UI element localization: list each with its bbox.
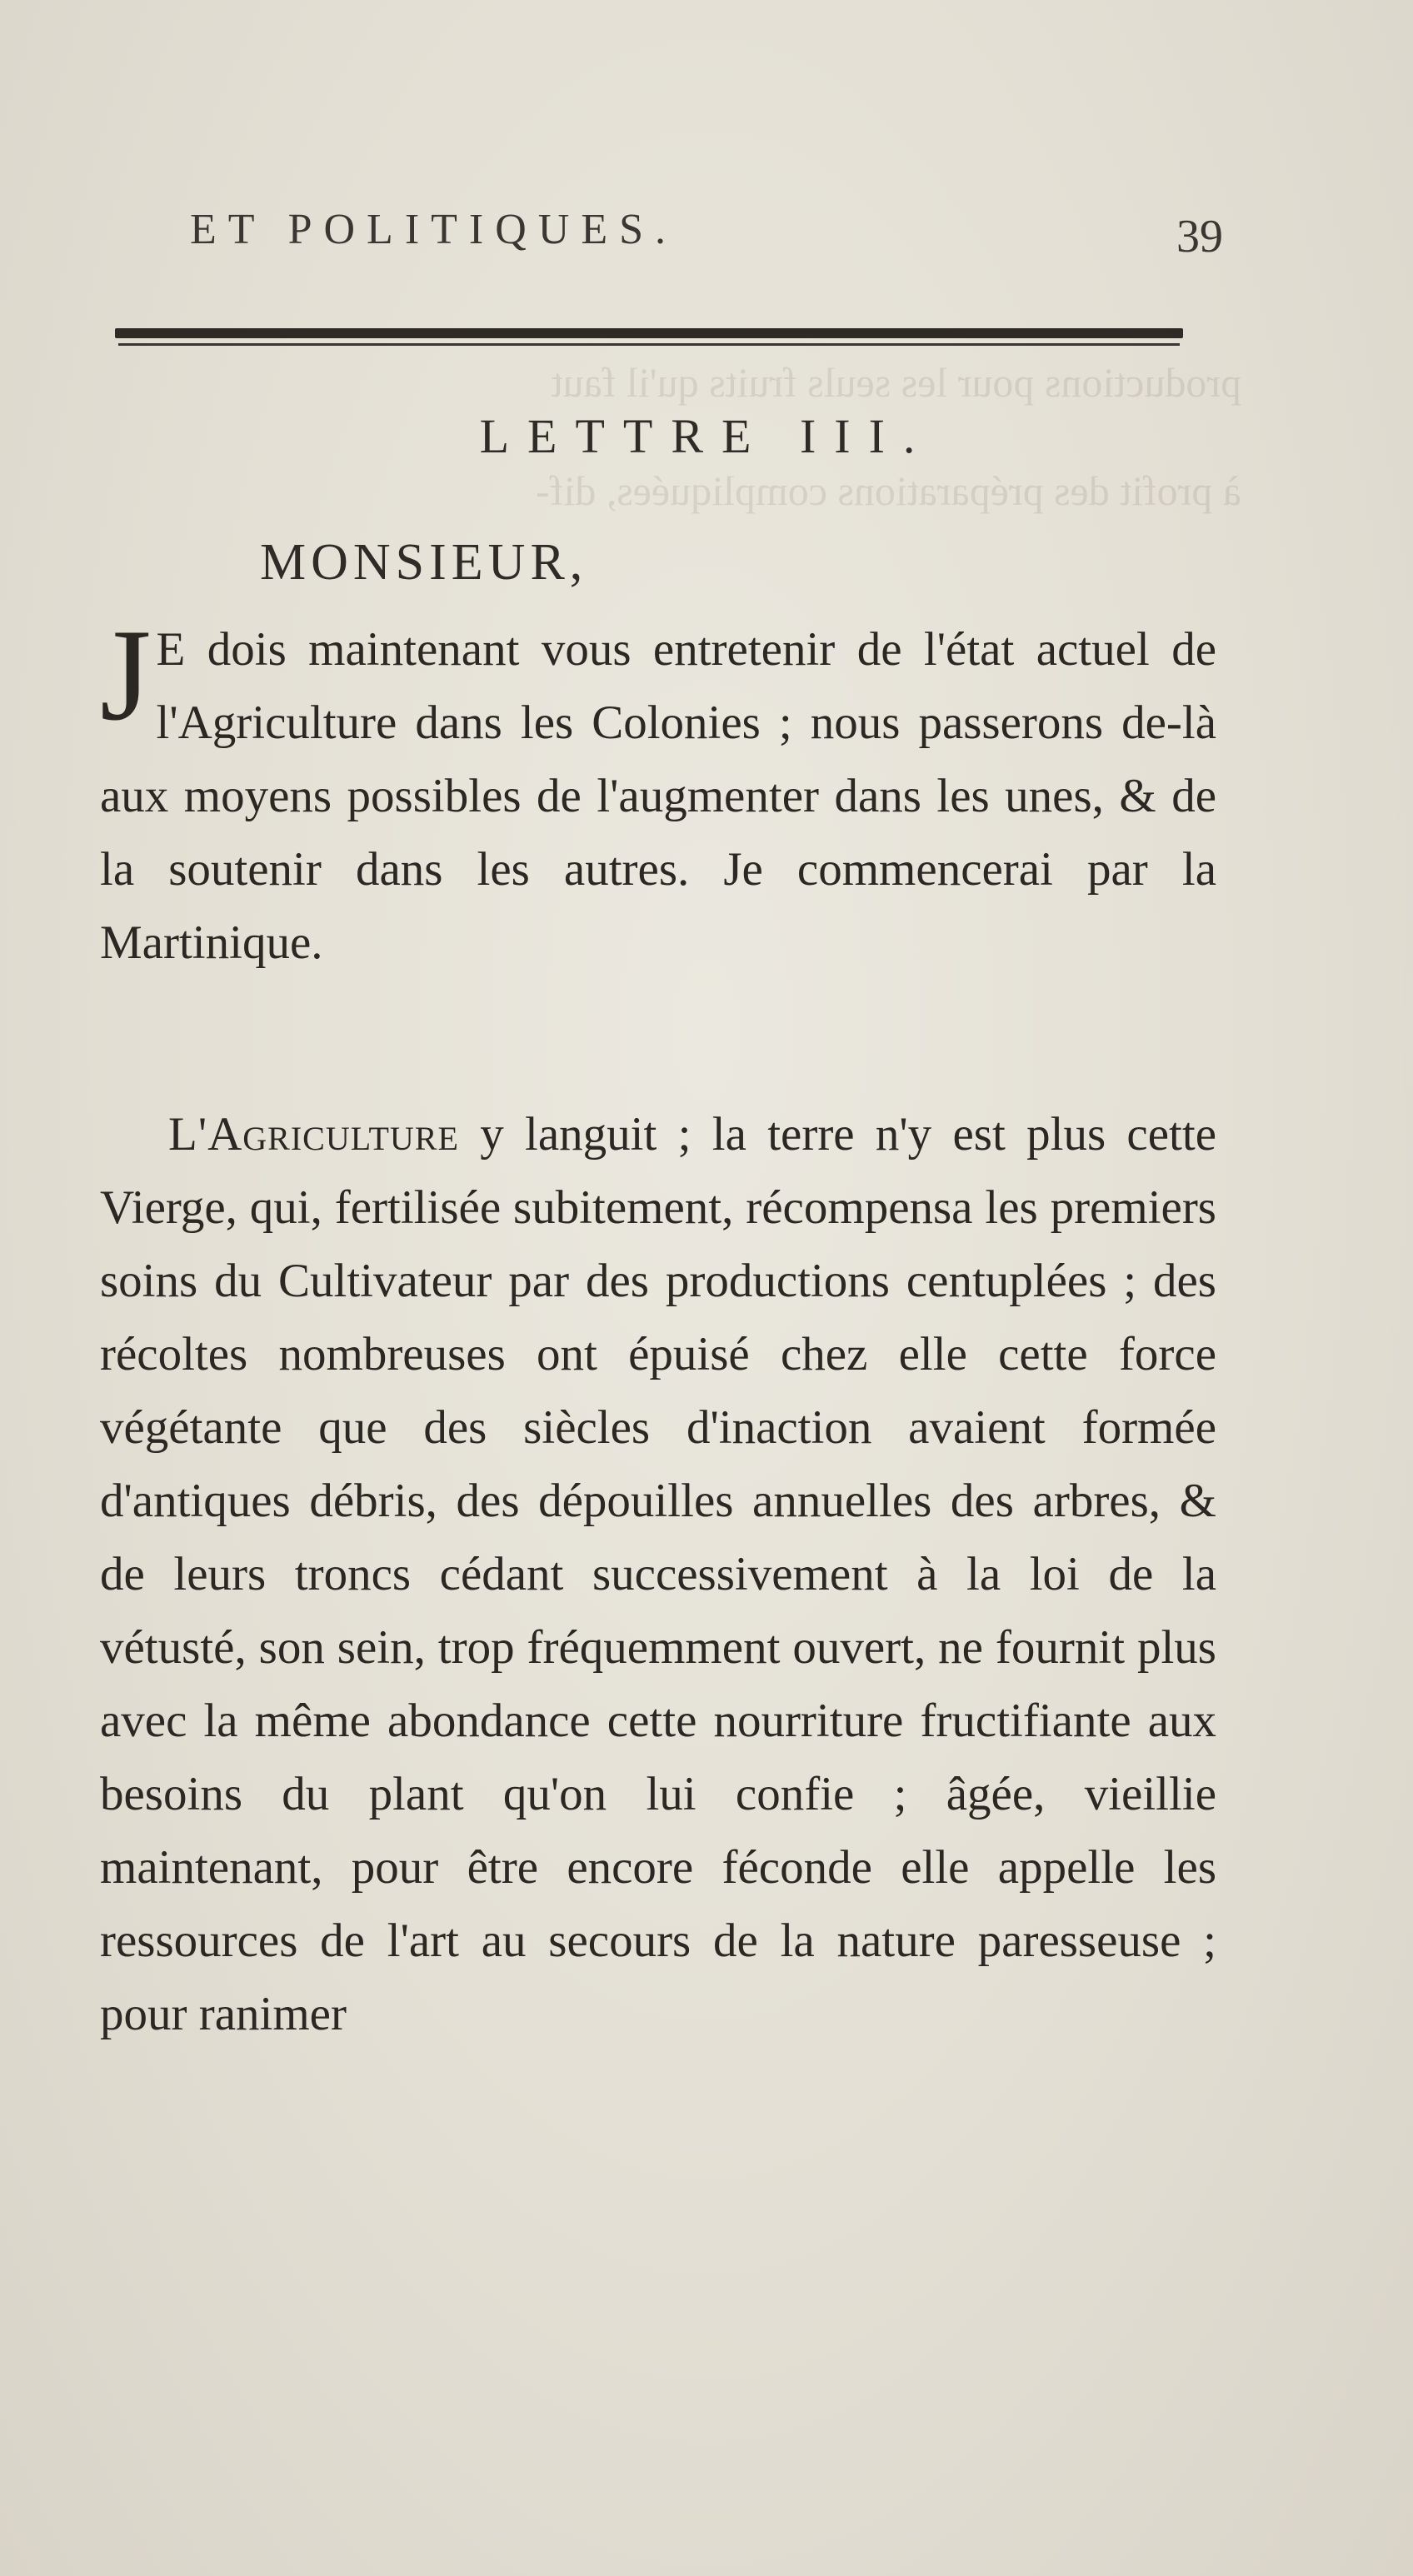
rule-thick-line	[115, 328, 1183, 338]
show-through-text: à profit des préparations compliquées, dif-	[536, 467, 1241, 514]
running-head: ET POLITIQUES.	[190, 206, 678, 253]
page-header	[190, 198, 1223, 273]
paragraph-1	[100, 602, 1216, 980]
drop-cap: J	[100, 602, 152, 748]
page-number: 39	[1176, 211, 1223, 262]
paragraph-1-text: E dois maintenant vous entretenir de l'état actuel de l'Agriculture dans les Colonies ; nous passerons de-là aux moyens possibles de l'augmenter dans les unes, & de la soutenir dans les autres. Je commencerai par la Martinique.	[100, 623, 1216, 969]
paragraph-2	[100, 1098, 1216, 2051]
paragraph-2-text: y languit ; la terre n'y est plus cette Vierge, qui, fertilisée subitement, récompensa les premiers soins du Cultivateur par des productions centuplées ; des récoltes nombreuses ont épuisé chez elle cette force végétante que des siècles d'inaction avaient formée d'antiques débris, des dépouilles annuelles des arbres, & de leurs troncs cédant successivement à la loi de la vétusté, son sein, trop fréquemment ouvert, ne fournit plus avec la même abondance cette nourriture fructifiante aux besoins du plant qu'on lui confie ; âgée, vieillie maintenant, pour être encore féconde elle appelle les ressources de l'art au secours de la nature paresseuse ; pour ranimer	[100, 1108, 1216, 2040]
salutation: MONSIEUR,	[260, 534, 588, 591]
header-rule	[115, 328, 1183, 347]
show-through-text: productions pour les seuls fruits qu'il faut	[551, 359, 1241, 406]
paragraph-2-lead-in: L'Agriculture	[168, 1108, 459, 1161]
rule-thin-line	[118, 343, 1180, 346]
letter-title: LETTRE III.	[479, 409, 934, 463]
